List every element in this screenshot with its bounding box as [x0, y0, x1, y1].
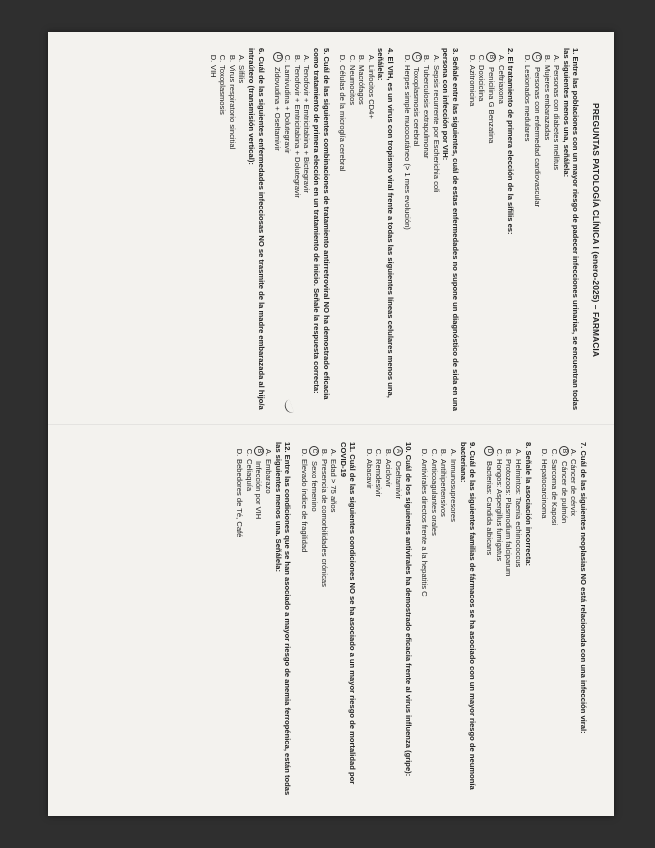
answer-text: Presencia de comorbilidades crónicas: [319, 459, 329, 587]
answer-text: VIH: [208, 65, 218, 78]
answer-option: [522, 48, 532, 412]
answer-letter: D.: [299, 448, 309, 457]
answer-letter: C.: [549, 448, 559, 457]
answer-letter: A.: [366, 54, 376, 63]
answer-letter: D.: [467, 54, 477, 63]
answer-letter: B.: [384, 448, 394, 457]
question-text: 2. El tratamiento de primera elección de la sífilis es:: [506, 48, 516, 235]
answer-text: Lesionados medulares: [523, 65, 533, 142]
answer-option: [467, 48, 477, 412]
answer-letter: A.: [569, 448, 579, 457]
answer-option: [552, 48, 562, 412]
answer-option: [420, 442, 430, 800]
answer-text: Elevado índice de fragilidad: [299, 459, 309, 553]
question-text: 7. Cuál de las siguientes neoplasias NO está relacionada con una infección viral:: [579, 442, 588, 734]
question-text: 12. Entre las condiciones que se han asociado a mayor riesgo de anemia ferropénica, están todas las siguientes menos una. Señálela:: [273, 442, 293, 796]
answer-letter: D.: [523, 54, 533, 63]
answer-letter: D.: [420, 448, 430, 457]
answer-text: Cáncer de cérvix: [569, 459, 579, 516]
answer-text: Inmunosupresores: [449, 459, 459, 522]
circled-answer-letter: C: [412, 52, 422, 62]
answer-option: [532, 48, 542, 412]
answer-letter: B.: [319, 448, 329, 457]
answer-text: Neumocitos: [347, 65, 357, 106]
circled-answer-letter: B: [486, 52, 496, 62]
left-column: [48, 38, 614, 422]
answer-option: [299, 442, 309, 800]
answer-letter: B.: [542, 54, 552, 63]
answer-letter: A.: [514, 448, 524, 457]
answer-letter: C.: [244, 448, 254, 457]
answer-text: Personas con enfermedad cardiovascular: [532, 67, 542, 208]
answer-letter: B.: [422, 54, 432, 63]
answer-option: [347, 48, 357, 412]
question: [484, 442, 532, 800]
answer-text: Helmintos: Taenia echinococcus: [514, 459, 524, 568]
answer-text: Células de la microglía cerebral: [338, 65, 348, 172]
answer-text: Herpes simple mucocutáneo (> 1 mes evolución): [402, 65, 412, 230]
answer-letter: C.: [494, 448, 504, 457]
question: [364, 442, 412, 800]
answer-text: Mujeres embarazadas: [542, 65, 552, 141]
answer-option: [540, 442, 550, 800]
answer-text: Bacterias: Candida albicans: [485, 461, 495, 556]
answer-text: Doxiciclina: [477, 65, 487, 102]
answer-text: Toxoplasmosis cerebral: [412, 67, 422, 147]
answer-option: [273, 48, 283, 412]
answer-text: Remdesivir: [374, 459, 384, 497]
answer-letter: C.: [218, 54, 228, 63]
answer-letter: C.: [429, 448, 439, 457]
answer-letter: A.: [302, 54, 312, 63]
answer-option: [234, 442, 244, 800]
answer-option: [559, 442, 569, 800]
answer-text: Edad > 75 años: [329, 459, 339, 513]
answer-text: Tenofovir + Emtricitabina + Dolutegravir: [292, 65, 302, 198]
answer-letter: A.: [449, 448, 459, 457]
question-text: 4. El VIH, es un virus con tropismo viral frente a todas las siguientes líneas celulares menos una, señálela:: [376, 48, 396, 398]
answer-option: [542, 48, 552, 412]
answer-text: Ceftriaxona: [496, 65, 506, 104]
circled-answer-letter: B: [559, 446, 569, 456]
answer-option: [218, 48, 228, 412]
answer-letter: C.: [283, 54, 293, 63]
answer-option: [402, 48, 412, 412]
answer-option: [208, 48, 218, 412]
answer-option: [366, 48, 376, 412]
answer-text: Infección por VIH: [254, 461, 264, 520]
circled-answer-letter: D: [484, 446, 494, 456]
rotated-page: [48, 32, 614, 816]
answer-letter: A.: [431, 54, 441, 63]
answer-letter: B.: [439, 448, 449, 457]
answer-option: [484, 442, 494, 800]
answer-option: [374, 442, 384, 800]
answer-option: [477, 48, 487, 412]
answer-text: Hongos: Aspergillus fumigatus: [494, 459, 504, 562]
question: [208, 48, 266, 412]
answer-letter: A.: [552, 54, 562, 63]
answer-text: Penicilina G Benzatina: [487, 67, 497, 144]
question-text: 9. Cuál de las siguientes familias de fármacos se ha asociado con un mayor riesgo de neumonía bacteriana:: [458, 442, 478, 790]
answer-text: Sarcoma de Kaposi: [549, 459, 559, 526]
answer-option: [357, 48, 367, 412]
answer-text: Sífilis: [237, 65, 247, 84]
answer-text: Bebedores de Té, Café: [234, 459, 244, 538]
circled-answer-letter: A: [393, 446, 403, 456]
answer-letter: C.: [347, 54, 357, 63]
answer-option: [319, 442, 329, 800]
circled-answer-letter: B: [254, 446, 264, 456]
answer-letter: D.: [364, 448, 374, 457]
answer-option: [227, 48, 237, 412]
answer-text: Aciclovir: [384, 459, 394, 488]
answer-text: Lamivudina + Dolutegravir: [283, 65, 293, 154]
question-text: 10. Cuál de los siguientes antivirales ha demostrado eficacia frente al virus influenza (gripe):: [403, 442, 413, 777]
question: [273, 48, 331, 412]
answer-text: Toxoplasmosis: [218, 65, 228, 115]
question: [338, 48, 396, 412]
question: [522, 48, 580, 412]
answer-option: [412, 48, 422, 412]
exam-sheet: [48, 32, 614, 816]
answer-option: [504, 442, 514, 800]
answer-text: Celiaquía: [244, 459, 254, 492]
answer-option: [254, 442, 264, 800]
question: [299, 442, 357, 800]
answer-text: Personas con diabetes mellitus: [552, 65, 562, 171]
answer-letter: A.: [329, 448, 339, 457]
answer-text: Macrófagos: [357, 65, 367, 105]
question: [540, 442, 588, 800]
answer-text: Antivirales directos frente a la hepatitis C: [420, 459, 430, 597]
answer-letter: B.: [227, 54, 237, 63]
answer-letter: D.: [540, 448, 550, 457]
answer-option: [513, 442, 523, 800]
question: [467, 48, 515, 412]
answer-option: [384, 442, 394, 800]
answer-option: [338, 48, 348, 412]
question-text: 1. Entre las poblaciones con un mayor riesgo de padecer infecciones urinarias, se encuentran todas las siguientes menos una, señálela:: [561, 48, 581, 411]
answer-text: Tenofovir + Emtricitabina + Bictegravir: [302, 65, 312, 193]
answer-option: [569, 442, 579, 800]
answer-letter: D.: [402, 54, 412, 63]
answer-letter: D.: [234, 448, 244, 457]
answer-text: Azitromicina: [467, 65, 477, 107]
answer-option: [302, 48, 312, 412]
page-title: PREGUNTAS PATOLOGÍA CLÍNICA I (enero-2025) – FARMACIA: [591, 103, 601, 357]
answer-text: Embarazo: [264, 459, 274, 494]
question: [420, 442, 478, 800]
answer-option: [429, 442, 439, 800]
answer-letter: B.: [504, 448, 514, 457]
answer-option: [237, 48, 247, 412]
circled-answer-letter: D: [273, 52, 283, 62]
answer-text: Hepatocarcinoma: [540, 459, 550, 519]
answer-option: [329, 442, 339, 800]
answer-text: Cáncer de pulmón: [559, 461, 569, 524]
right-column: [48, 432, 614, 810]
answer-option: [494, 442, 504, 800]
answer-text: Protozoos: Plasmodium falciparum: [504, 459, 514, 577]
question-text: 6. Cuál de las siguientes enfermedades infecciosas NO se trasmite de la madre embarazada al hijo/a intraútero (transmisión vertical):: [246, 48, 266, 410]
answer-text: Zidovudina + Oseltamivir: [273, 67, 283, 151]
answer-text: Tuberculosis extrapulmonar: [422, 65, 432, 159]
answer-option: [422, 48, 432, 412]
answer-text: Virus respiratorio sincitial: [227, 65, 237, 150]
answer-letter: B.: [292, 54, 302, 63]
circled-answer-letter: C: [532, 52, 542, 62]
question-text: 3. Señale entre las siguientes, cuál de estas enfermedades no supone un diagnóstico de sida en una persona con infección por VIH:: [441, 48, 461, 411]
answer-letter: A.: [264, 448, 274, 457]
answer-option: [264, 442, 274, 800]
page-fold: [48, 424, 614, 425]
answer-option: [309, 442, 319, 800]
answer-option: [364, 442, 374, 800]
circled-answer-letter: C: [309, 446, 319, 456]
answer-option: [244, 442, 254, 800]
answer-text: Abacavir: [364, 459, 374, 489]
answer-letter: A.: [496, 54, 506, 63]
answer-text: Anticoagulantes orales: [429, 459, 439, 536]
answer-option: [486, 48, 496, 412]
answer-letter: D.: [338, 54, 348, 63]
question-text: 8. Señale la asociación incorrecta:: [523, 442, 533, 567]
answer-text: Antihipertensivos: [439, 459, 449, 517]
answer-text: Sepsis recurrente por Escherichia coli: [431, 65, 441, 193]
answer-option: [431, 48, 441, 412]
answer-letter: B.: [357, 54, 367, 63]
question: [402, 48, 460, 412]
question: [234, 442, 292, 800]
question-text: 11. Cuál de las siguientes condiciones NO se ha asociado a un mayor riesgo de mortalidad por COVID-19: [338, 442, 358, 785]
answer-letter: C.: [374, 448, 384, 457]
answer-option: [283, 48, 293, 412]
answer-letter: A.: [237, 54, 247, 63]
question-text: 5. Cuál de las siguientes combinaciones de tratamiento antirretroviral NO ha demostrado eficacia como tratamiento de primera elección en un tratamiento de inicio. Señale la respuesta correcta:: [311, 48, 331, 400]
answer-text: Oseltamivir: [393, 461, 403, 499]
answer-option: [496, 48, 506, 412]
answer-option: [292, 48, 302, 412]
answer-text: Sexo femenino: [309, 461, 319, 512]
answer-option: [439, 442, 449, 800]
answer-text: Linfocitos CD4+: [366, 65, 376, 119]
answer-option: [549, 442, 559, 800]
answer-letter: C.: [477, 54, 487, 63]
answer-letter: D.: [208, 54, 218, 63]
answer-option: [393, 442, 403, 800]
answer-option: [448, 442, 458, 800]
